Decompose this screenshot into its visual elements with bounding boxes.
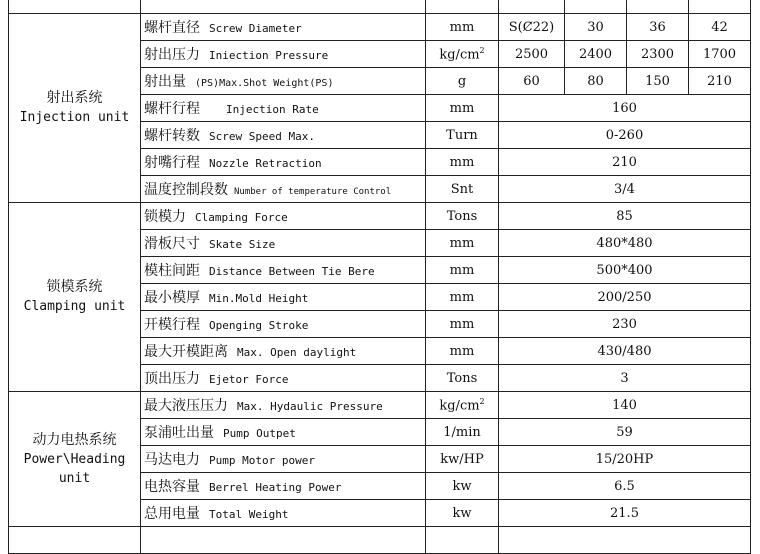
param-ejector-force: 顶出压力 Ejetor Force [141,365,426,392]
unit-cell: Tons [426,203,499,230]
value-cell: 140 [499,392,751,419]
category-power [9,392,141,527]
value-cell: 3/4 [499,176,751,203]
param-screw-diameter: 螺杆直径 Screw Diameter [141,14,426,41]
unit-cell: mm [426,149,499,176]
unit-cell: mm [426,95,499,122]
param-max-hydraulic-pressure: 最大液压压力 Max. Hydaulic Pressure [141,392,426,419]
value-cell: 0-260 [499,122,751,149]
table-row [9,14,751,41]
unit-cell: mm [426,284,499,311]
unit-cell: mm [426,338,499,365]
unit-cell: mm [426,14,499,41]
param-max-open-daylight: 最大开模距离 Max. Open daylight [141,338,426,365]
unit-cell: mm [426,257,499,284]
value-cell: 160 [499,95,751,122]
unit-cell: $kg/cm^2$ [426,41,499,68]
value-cell: 3 [499,365,751,392]
table-row-cut-top [9,0,751,14]
table-row [9,203,751,230]
value-cell: 60 [499,68,565,95]
param-temperature-control: 温度控制段数 Number of temperature Control [141,176,426,203]
category-label-zh: 射出系统 [46,90,103,106]
value-cell: 500*400 [499,257,751,284]
param-total-power: 总用电量 Total Weight [141,500,426,527]
table-row [9,392,751,419]
param-pump-output: 泵浦吐出量 Pump Outpet [141,419,426,446]
category-label-en: Injection unit [19,110,130,125]
value-cell: 210 [689,68,751,95]
value-cell: 6.5 [499,473,751,500]
unit-cell: kw [426,500,499,527]
spec-table [8,0,751,554]
category-label-zh: 锁模系统 [46,279,103,295]
param-skate-size: 滑板尺寸 Skate Size [141,230,426,257]
unit-cell: $kg/cm^2$ [426,392,499,419]
unit-cell: kw [426,473,499,500]
unit-cell: mm [426,311,499,338]
value-cell: 210 [499,149,751,176]
table-row-cut-bottom [9,527,751,554]
param-tie-bar-distance: 模柱间距 Distance Between Tie Bere [141,257,426,284]
unit-cell: g [426,68,499,95]
value-cell: 480*480 [499,230,751,257]
unit-cell: Tons [426,365,499,392]
value-cell: 430/480 [499,338,751,365]
value-cell: 21.5 [499,500,751,527]
value-cell: 85 [499,203,751,230]
unit-cell: Snt [426,176,499,203]
value-cell: 2300 [627,41,689,68]
value-cell: 80 [565,68,627,95]
value-cell: 230 [499,311,751,338]
value-cell: 42 [689,14,751,41]
param-barrel-heating-power: 电热容量 Berrel Heating Power [141,473,426,500]
value-cell: 200/250 [499,284,751,311]
value-cell: 1700 [689,41,751,68]
param-clamping-force: 锁模力 Clamping Force [141,203,426,230]
value-cell: 30 [565,14,627,41]
unit-cell: mm [426,230,499,257]
param-screw-speed: 螺杆转数 Screw Speed Max. [141,122,426,149]
param-pump-motor-power: 马达电力 Pump Motor power [141,446,426,473]
category-label-en: Clamping unit [23,299,126,314]
category-injection [9,14,141,203]
category-label-en: Power\Heading [23,451,126,467]
value-cell: 2500 [499,41,565,68]
param-screw-stroke: 螺杆行程 Injection Rate [141,95,426,122]
category-clamping [9,203,141,392]
value-cell: 150 [627,68,689,95]
unit-cell: Turn [426,122,499,149]
unit-cell: kw/HP [426,446,499,473]
value-cell: 59 [499,419,751,446]
category-label-en-2: unit [58,470,91,486]
unit-cell: 1/min [426,419,499,446]
param-shot-weight: 射出量 (PS)Max.Shot Weight(PS) [141,68,426,95]
param-injection-pressure: 射出压力 Iniection Pressure [141,41,426,68]
param-opening-stroke: 开模行程 Openging Stroke [141,311,426,338]
value-cell: 2400 [565,41,627,68]
value-cell: S(Ȼ22) [499,14,565,41]
category-label-zh: 动力电热系统 [32,431,117,448]
value-cell: 15/20HP [499,446,751,473]
param-nozzle-retraction: 射嘴行程 Nozzle Retraction [141,149,426,176]
param-min-mold-height: 最小模厚 Min.Mold Height [141,284,426,311]
value-cell: 36 [627,14,689,41]
